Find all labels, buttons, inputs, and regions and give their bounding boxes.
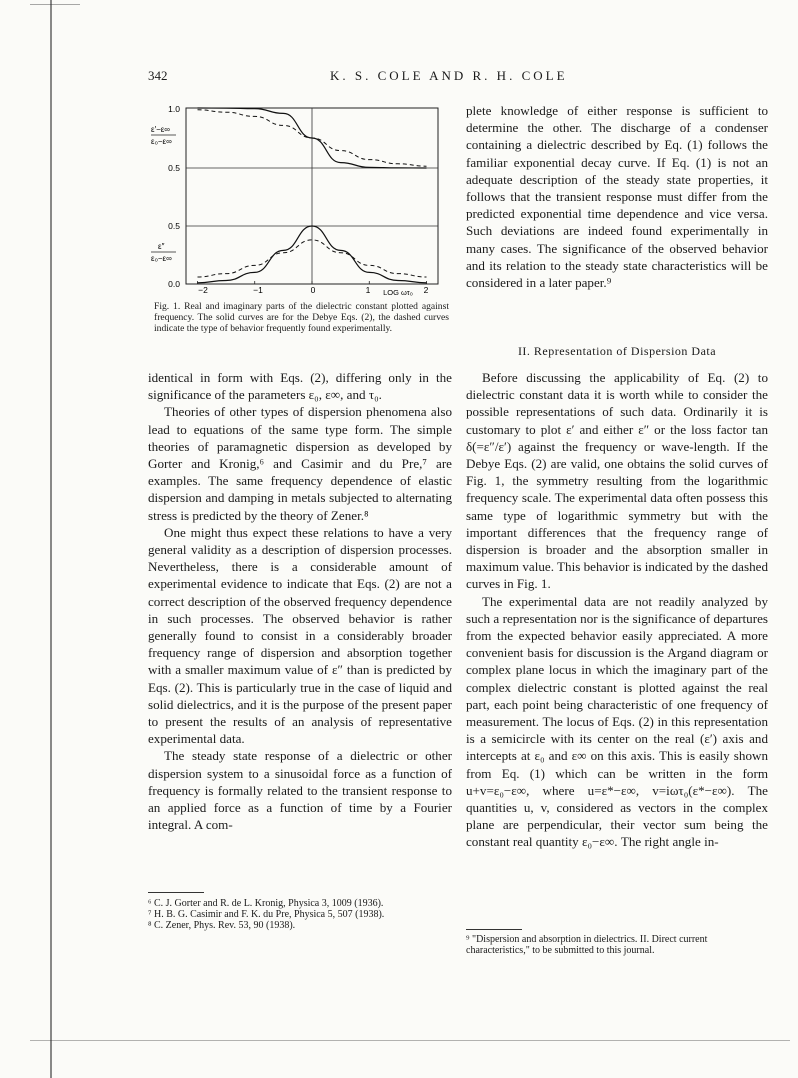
footnote-9: ⁹ "Dispersion and absorption in dielectrics. II. Direct current characteristics," to be submitted to this journal.	[466, 934, 708, 956]
ytick-top-2: 0.5	[168, 163, 180, 173]
page-number: 342	[148, 68, 168, 83]
ytick-top-1: 1.0	[168, 104, 180, 114]
footnote-rule-left	[148, 892, 204, 893]
scan-edge-top	[30, 4, 80, 5]
xtick-4: 1	[365, 285, 371, 295]
left-paragraph-2: Theories of other types of dispersion phenomena also lead to equations of the same type form. The simple theories of paramagnetic dispersion as developed by Gorter and Kronig,⁶ and Casimir and du Pre,⁷ are examples. The same frequency dependence of elastic dispersion and damping in metals subjected to alternating stress is predicted by the theory of Zener.⁸	[148, 404, 452, 523]
footnote-rule-right	[466, 929, 522, 930]
bottom-ylabel-den: ε₀−ε∞	[151, 254, 172, 263]
right-paragraph-2: Before discussing the applicability of Eq. (2) to dielectric constant data it is worth while to consider the possible representations of such data. Ordinarily it is customary to plot ε′ and either ε″ or the loss factor tan δ(=ε″/ε′) against the frequency or wave-length. If the Debye Eqs. (2) are valid, one obtains the solid curves of Fig. 1, the symmetry resulting from the logarithmic frequency scale. The experimental data often possess this same type of logarithmic symmetry but with the important differences that the frequency range of dispersion is broader and the absorption smaller in maximum value. This behavior is indicated by the dashed curves in Fig. 1.	[466, 370, 768, 592]
left-paragraph-1: identical in form with Eqs. (2), differing only in the significance of the parameters ε₀, ε∞, and τ₀.	[148, 370, 452, 403]
ytick-bottom-2: 0.0	[168, 279, 180, 289]
left-footnotes	[148, 898, 452, 931]
footnote-8: ⁸ C. Zener, Phys. Rev. 53, 90 (1938).	[148, 920, 296, 931]
left-paragraph-4: The steady state response of a dielectric or other dispersion system to a sinusoidal force as a function of frequency is formally related to the transient response to an applied force as a function of time by a Fourier integral. A com-	[148, 748, 452, 833]
xtick-2: −1	[253, 285, 263, 295]
bottom-ylabel-num: ε″	[158, 242, 165, 251]
xtick-1: −2	[198, 285, 208, 295]
left-paragraph-3: One might thus expect these relations to have a very general validity as a description of dispersion processes. Nevertheless, there is a considerable amount of experimental evidence to indicate that Eqs. (2) are not a correct description of the observed frequency dependence in such processes. The observed behavior is rather generally found to consist in a considerably broader frequency range of dispersion and absorption together with a smaller maximum value of ε″ than is predicted by Eqs. (2). This is particularly true in the case of liquid and solid dielectrics, and it is the purpose of the present paper to present the results of an analysis of representative experimental data.	[148, 524, 452, 747]
scan-edge-bottom	[30, 1040, 790, 1041]
scan-edge-left	[50, 0, 52, 1078]
right-column-top	[466, 102, 768, 291]
right-paragraph-3: The experimental data are not readily analyzed by such a representation nor is the significance of departures from the expected behavior easily appreciated. A more convenient basis for discussion is the Argand diagram or complex plane locus in which the imaginary part of the complex dielectric constant is plotted against the real part, each point being characteristic of one frequency of measurement. The locus of Eqs. (2) in this representation is a semicircle with its center on the real (ε′) axis and intercepts at ε₀ and ε∞ on this axis. This is easily shown from Eq. (1) which can be written in the form u+v=ε₀−ε∞, where u=ε*−ε∞, v=iωτ₀(ε*−ε∞). The quantities u, v, considered as vectors in the complex plane are perpendicular, their vector sum being the constant real quantity ε₀−ε∞. The right angle in-	[466, 593, 768, 850]
right-paragraph-1: plete knowledge of either response is sufficient to determine the other. The discharge of a condenser containing a dielectric described by Eq. (1) follows the familiar exponential decay curve. If Eq. (1) is not an adequate description of the steady state properties, it follows that the transient response must differ from the predicted exponential time dependence and vice versa. Such deviations are indeed found experimentally in many cases. The significance of the observed behavior and its relation to the steady state characteristics will be considered in a later paper.⁹	[466, 103, 768, 291]
dielectric-chart	[148, 98, 456, 310]
top-ylabel-den: ε₀−ε∞	[151, 137, 172, 146]
ytick-bottom-1: 0.5	[168, 221, 180, 231]
page-header	[0, 68, 798, 88]
xtick-3: 0	[310, 285, 316, 295]
figure-caption: Fig. 1. Real and imaginary parts of the dielectric constant plotted against frequency. The solid curves are for the Debye Eqs. (2), the dashed curves indicate the type of behavior frequently found experimentally.	[154, 301, 449, 334]
right-column	[466, 369, 768, 851]
figure-1	[148, 98, 456, 334]
footnote-7: ⁷ H. B. G. Casimir and F. K. du Pre, Physica 5, 507 (1938).	[148, 909, 385, 920]
xtick-5: 2	[423, 285, 429, 295]
top-ylabel-num: ε′−ε∞	[151, 125, 171, 134]
left-column	[148, 369, 452, 833]
footnote-6: ⁶ C. J. Gorter and R. de L. Kronig, Physica 3, 1009 (1936).	[148, 898, 384, 909]
section-heading: II. Representation of Dispersion Data	[517, 344, 717, 358]
x-axis-label: LOG ωτ₀	[383, 288, 413, 297]
running-head: K. S. COLE AND R. H. COLE	[330, 68, 568, 83]
